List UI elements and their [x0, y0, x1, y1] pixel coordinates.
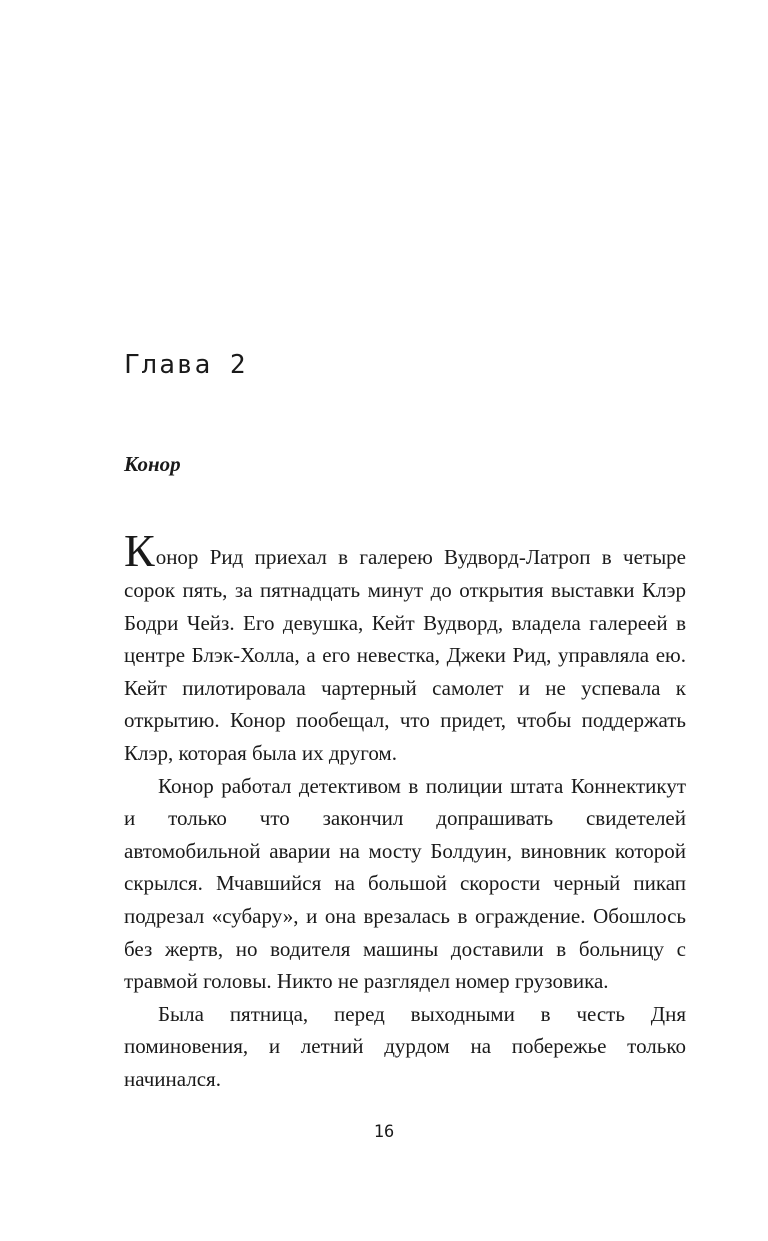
paragraph-3: Была пятница, перед выходными в честь Дня поминовения, и летний дурдом на побережье только начинался. — [124, 1001, 686, 1091]
chapter-body — [124, 525, 686, 1096]
paragraph-1 — [124, 525, 686, 770]
paragraph-1-text: онор Рид приехал в галерею Вудворд-Латроп в четыре сорок пять, за пятнадцать минут до открытия выставки Клэр Бодри Чейз. Его девушка, Кейт Вудворд, владела галереей в центре Блэк-Холла, а его невестка, Джеки Рид, управляла ею. Кейт пилотировала чартерный самолет и не успевала к открытию. Конор пообещал, что придет, чтобы поддержать Клэр, которая была их другом. — [124, 545, 686, 765]
chapter-title: Глава 2 — [124, 350, 248, 380]
page-number: 16 — [373, 1122, 395, 1142]
paragraph-2: Конор работал детективом в полиции штата Коннектикут и только что закончил допрашивать свидетелей автомобильной аварии на мосту Болдуин, виновник которой скрылся. Мчавшийся на большой скорости черный пикап подрезал «субару», и она врезалась в ограждение. Обошлось без жертв, но водителя машины доставили в больницу с травмой головы. Никто не разглядел номер грузовика. — [124, 773, 686, 994]
drop-cap: К — [124, 525, 155, 576]
section-name: Конор — [124, 452, 181, 476]
